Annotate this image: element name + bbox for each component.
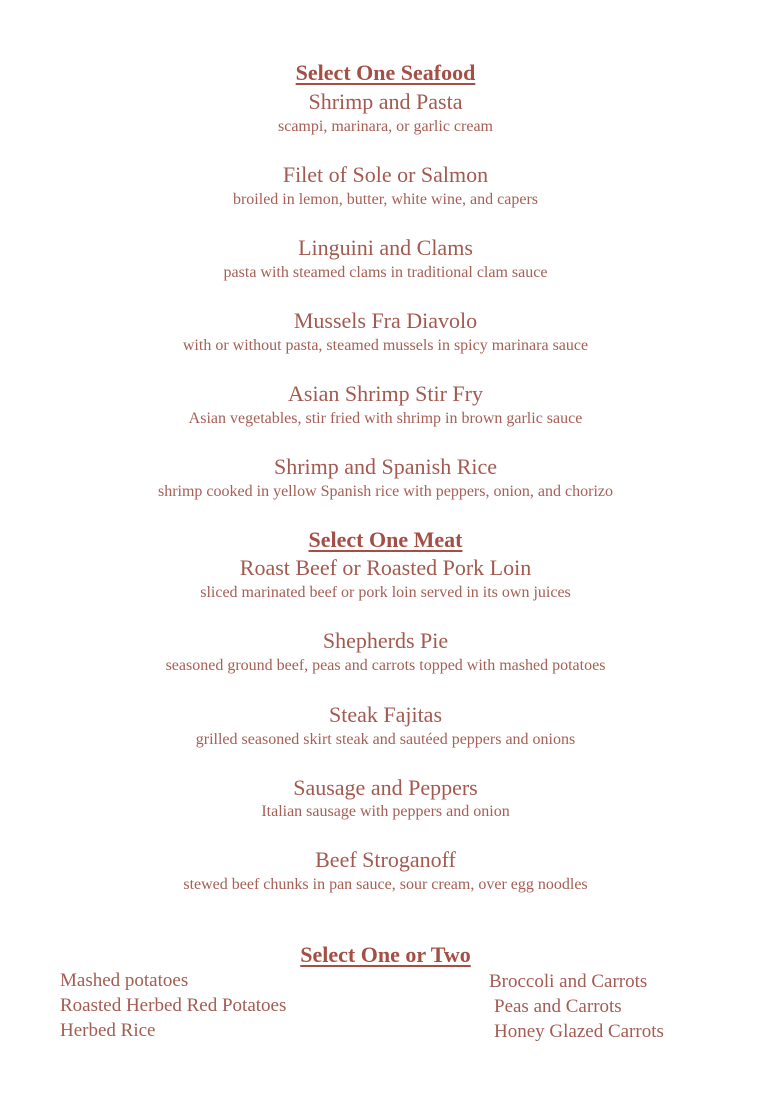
side-option-right: Peas and Carrots xyxy=(494,996,622,1017)
meat-item-desc: seasoned ground beef, peas and carrots topped with mashed potatoes xyxy=(165,657,606,674)
seafood-item-name: Linguini and Clams xyxy=(298,235,473,260)
side-option-right: Honey Glazed Carrots xyxy=(494,1021,664,1042)
meat-item-name: Beef Stroganoff xyxy=(315,847,456,872)
side-option-left: Mashed potatoes xyxy=(60,970,189,991)
seafood-item-name: Shrimp and Pasta xyxy=(308,89,463,114)
seafood-item-desc: shrimp cooked in yellow Spanish rice with peppers, onion, and chorizo xyxy=(157,483,613,500)
seafood-item-desc: scampi, marinara, or garlic cream xyxy=(278,118,493,135)
meat-item-name: Sausage and Peppers xyxy=(293,775,478,800)
meat-item-name: Roast Beef or Roasted Pork Loin xyxy=(239,555,532,580)
side-option-left: Herbed Rice xyxy=(60,1020,156,1041)
seafood-item-name: Asian Shrimp Stir Fry xyxy=(288,381,483,406)
meat-item-desc: grilled seasoned skirt steak and sautéed peppers and onions xyxy=(195,731,576,748)
seafood-item-desc: broiled in lemon, butter, white wine, and capers xyxy=(232,191,539,208)
seafood-item-name: Mussels Fra Diavolo xyxy=(293,308,478,333)
sides-heading: Select One or Two xyxy=(300,942,471,967)
side-option-right: Broccoli and Carrots xyxy=(489,971,648,992)
seafood-item-desc: Asian vegetables, stir fried with shrimp in brown garlic sauce xyxy=(188,410,583,427)
meat-item-desc: sliced marinated beef or pork loin served in its own juices xyxy=(200,584,571,601)
meat-item-name: Shepherds Pie xyxy=(322,628,449,653)
meat-item-desc: Italian sausage with peppers and onion xyxy=(261,803,510,820)
seafood-item-desc: with or without pasta, steamed mussels in spicy marinara sauce xyxy=(182,337,589,354)
meat-item-desc: stewed beef chunks in pan sauce, sour cream, over egg noodles xyxy=(183,876,588,893)
seafood-heading: Select One Seafood xyxy=(295,60,476,85)
seafood-item-desc: pasta with steamed clams in traditional clam sauce xyxy=(223,264,548,281)
side-option-left: Roasted Herbed Red Potatoes xyxy=(60,995,287,1016)
seafood-item-name: Shrimp and Spanish Rice xyxy=(273,454,498,479)
meat-heading: Select One Meat xyxy=(308,527,463,552)
meat-item-name: Steak Fajitas xyxy=(328,702,443,727)
seafood-item-name: Filet of Sole or Salmon xyxy=(282,162,489,187)
